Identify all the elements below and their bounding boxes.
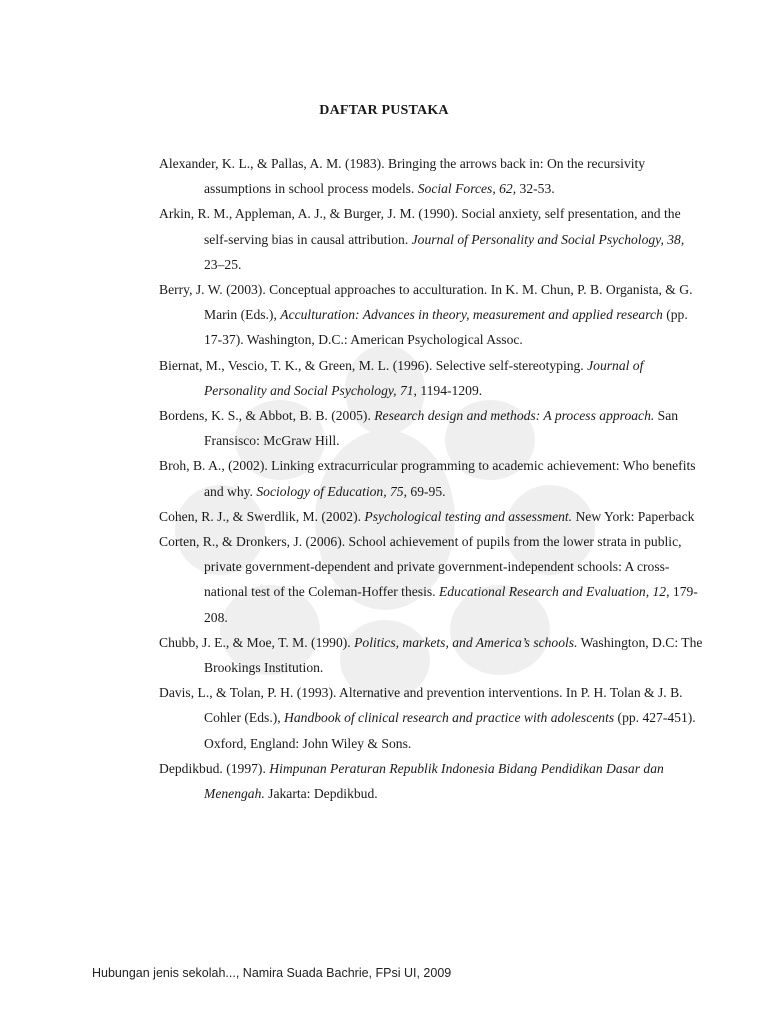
reference-source-italic: Educational Research and Evaluation, 12, [438,584,670,600]
reference-text: , 1194-1209. [413,382,483,398]
reference-text: (pp. 17-37). Washington, D.C.: American Psychological Assoc. [204,307,688,348]
reference-text: , 69-95. [403,483,446,499]
reference-text: Cohen, R. J., & Swerdlik, M. (2002). [159,508,365,524]
reference-entry [159,201,704,277]
footer: Hubungan jenis sekolah..., Namira Suada Bachrie, FPsi UI, 2009 [92,966,452,980]
reference-entry [159,504,704,529]
reference-entry [159,353,704,403]
reference-text: San Fransisco: McGraw Hill. [204,408,679,449]
reference-text: Biernat, M., Vescio, T. K., & Green, M. L. (1996). Selective self-stereotyping. [159,357,588,373]
reference-text: Washington, D.C: The Brookings Institution. [204,634,703,676]
reference-entry [159,453,704,503]
reference-entry [159,756,704,806]
reference-source-italic: Journal of Personality and Social Psychology, 38 [411,231,681,247]
reference-text: Davis, L., & Tolan, P. H. (1993). Alternative and prevention interventions. In P. H. Tolan & J. B. Cohler (Eds.), [159,685,683,726]
reference-text: (pp. 427-451). Oxford, England: John Wiley & Sons. [204,710,696,751]
reference-source-italic: Psychological testing and assessment. [364,508,573,524]
reference-source-italic: Politics, markets, and America’s schools. [354,634,578,650]
reference-text: Bordens, K. S., & Abbot, B. B. (2005). [159,408,375,424]
reference-text: New York: Paperback [572,508,695,524]
reference-source-italic: Research design and methods: A process approach. [374,408,655,424]
reference-entry [159,151,704,201]
reference-list [159,151,704,806]
reference-source-italic: Journal of Personality and Social Psychology, 71 [204,357,644,398]
reference-source-italic: Acculturation: Advances in theory, measurement and applied research [280,307,663,323]
reference-text: Arkin, R. M., Appleman, A. J., & Burger, J. M. (1990). Social anxiety, self presentation, and the self-serving bias in causal attribution. [159,206,681,247]
reference-text: Chubb, J. E., & Moe, T. M. (1990). [159,634,355,650]
reference-source-italic: Sociology of Education, 75 [256,483,404,499]
reference-text: , 32-53. [512,181,555,197]
reference-source-italic: Himpunan Peraturan Republik Indonesia Bidang Pendidikan Dasar dan Menengah. [204,760,664,802]
reference-text: , 23–25. [204,231,685,272]
reference-text: Corten, R., & Dronkers, J. (2006). School achievement of pupils from the lower strata in public, private government-dependent and private government-independent schools: A cross-national test of the Coleman-Hoffer thesis. [159,534,682,600]
reference-text: Alexander, K. L., & Pallas, A. M. (1983). Bringing the arrows back in: On the recursivity assumptions in school process models. [159,156,646,197]
reference-text: Broh, B. A., (2002). Linking extracurricular programming to academic achievement: Who benefits and why. [159,458,696,499]
reference-source-italic: Handbook of clinical research and practice with adolescents [284,710,615,726]
reference-entry [159,630,704,680]
reference-text: 179-208. [204,584,698,625]
page-title: DAFTAR PUSTAKA [319,103,449,118]
reference-text: Berry, J. W. (2003). Conceptual approaches to acculturation. In K. M. Chun, P. B. Organista, & G. Marin (Eds.), [159,282,693,323]
reference-entry [159,277,704,353]
reference-text: Jakarta: Depdikbud. [264,786,378,802]
reference-entry [159,680,704,756]
reference-text: Depdikbud. (1997). [159,760,270,776]
reference-entry [159,529,704,630]
reference-entry [159,403,704,453]
reference-source-italic: Social Forces, 62 [417,181,513,197]
